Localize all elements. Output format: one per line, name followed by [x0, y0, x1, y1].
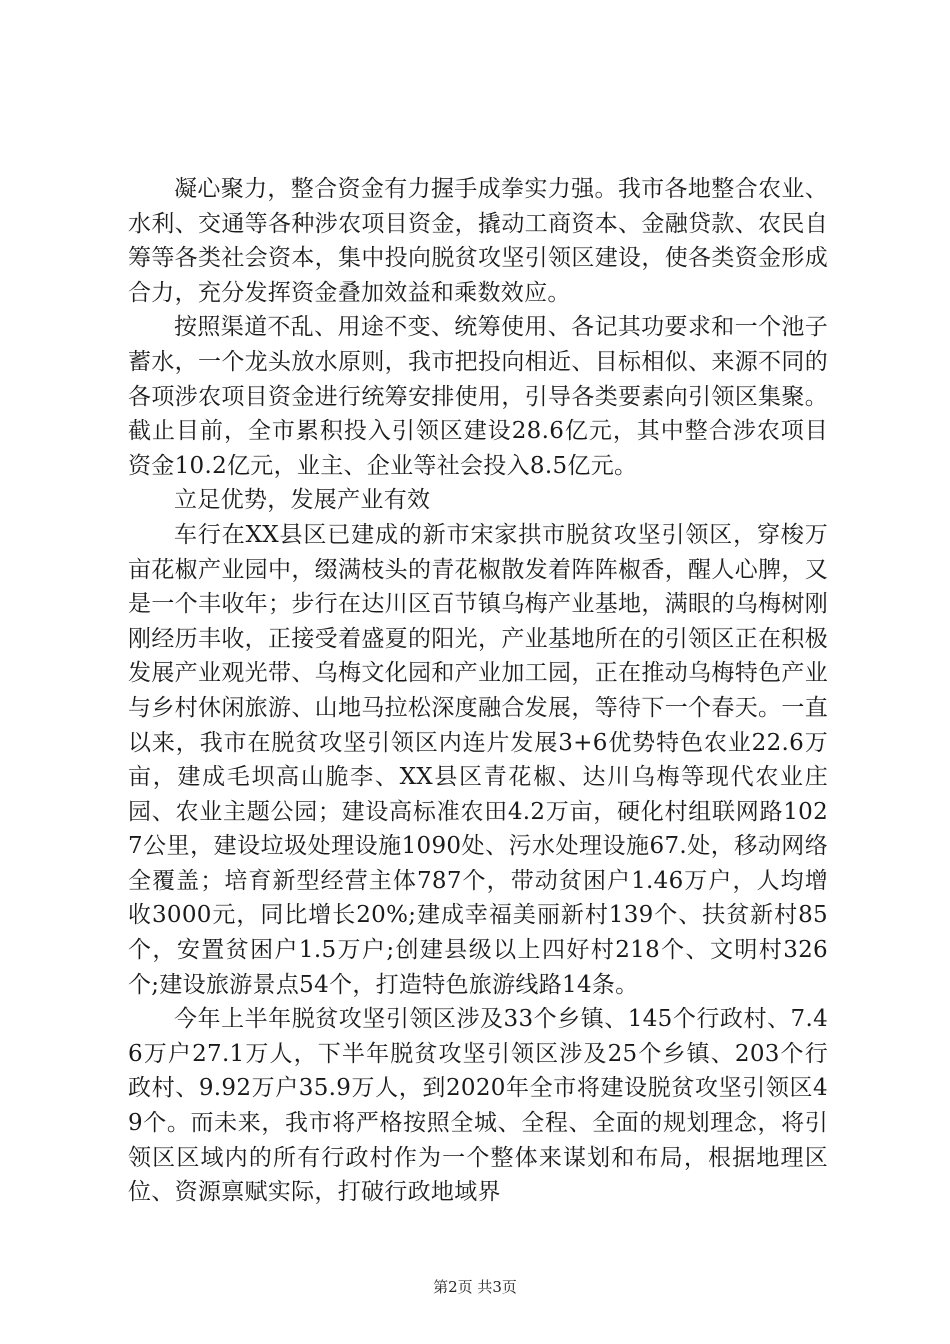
page-footer: 第2页 共3页	[433, 1278, 517, 1296]
paragraph-leading-zones: 今年上半年脱贫攻坚引领区涉及33个乡镇、145个行政村、7.46万户27.1万人，下半年脱贫攻坚引领区涉及25个乡镇、203个行政村、9.92万户35.9万人，到2020年全市将建设脱贫攻坚引领区49个。而未来，我市将严格按照全城、全程、全面的规划理念，将引领区区域内的所有行政村作为一个整体来谋划和布局，根据地理区位、资源禀赋实际，打破行政地域界	[128, 1006, 828, 1206]
section-heading-industry: 立足优势，发展产业有效	[174, 487, 431, 514]
paragraph-funding-principles: 按照渠道不乱、用途不变、统筹使用、各记其功要求和一个池子蓄水，一个龙头放水原则，我市把投向相近、目标相似、来源不同的各项涉农项目资金进行统筹安排使用，引导各类要素向引领区集聚。截止目前，全市累积投入引领区建设28.6亿元，其中整合涉农项目资金10.2亿元，业主、企业等社会投入8.5亿元。	[128, 314, 828, 479]
document-body	[128, 172, 828, 1210]
paragraph-funding-integration: 凝心聚力，整合资金有力握手成拳实力强。我市各地整合农业、水利、交通等各种涉农项目资金，撬动工商资本、金融贷款、农民自筹等各类社会资本，集中投向脱贫攻坚引领区建设，使各类资金形成合力，充分发挥资金叠加效益和乘数效应。	[128, 176, 828, 306]
paragraph-industry-development: 车行在XX县区已建成的新市宋家拱市脱贫攻坚引领区，穿梭万亩花椒产业园中，缀满枝头的青花椒散发着阵阵椒香，醒人心脾，又是一个丰收年；步行在达川区百节镇乌梅产业基地，满眼的乌梅树刚刚经历丰收，正接受着盛夏的阳光，产业基地所在的引领区正在积极发展产业观光带、乌梅文化园和产业加工园，正在推动乌梅特色产业与乡村休闲旅游、山地马拉松深度融合发展，等待下一个春天。一直以来，我市在脱贫攻坚引领区内连片发展3+6优势特色农业22.6万亩，建成毛坝高山脆李、XX县区青花椒、达川乌梅等现代农业庄园、农业主题公园；建设高标准农田4.2万亩，硬化村组联网路1027公里，建设垃圾处理设施1090处、污水处理设施67.处，移动网络全覆盖；培育新型经营主体787个，带动贫困户1.46万户，人均增收3000元，同比增长20%;建成幸福美丽新村139个、扶贫新村85个，安置贫困户1.5万户;创建县级以上四好村218个、文明村326个;建设旅游景点54个，打造特色旅游线路14条。	[128, 521, 828, 998]
